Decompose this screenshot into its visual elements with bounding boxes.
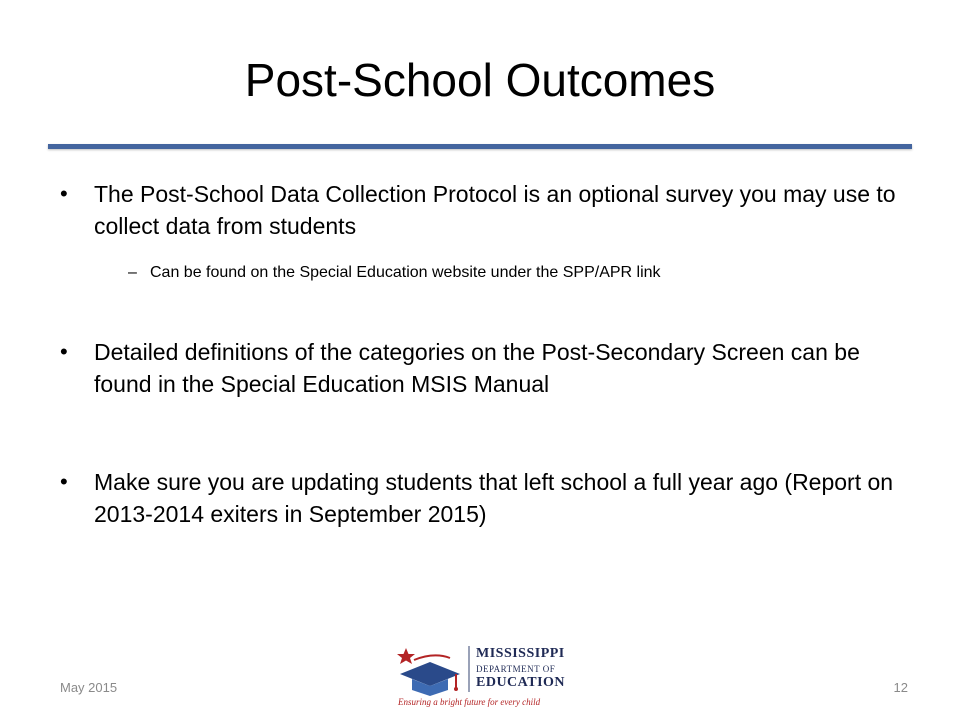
graduation-cap-star-icon xyxy=(394,644,466,698)
bullet-text: Detailed definitions of the categories on the Post-Secondary Screen can be found in the Special Education MSIS Manual xyxy=(94,339,860,397)
logo-divider xyxy=(468,646,470,692)
bullet-glyph: • xyxy=(60,339,68,364)
bullet-text: Make sure you are updating students that left school a full year ago (Report on 2013-2014 exiters in September 2015) xyxy=(94,469,894,527)
logo-line-3: EDUCATION xyxy=(476,675,566,690)
sub-bullet-text: Can be found on the Special Education website under the SPP/APR link xyxy=(150,264,661,281)
slide-title: Post-School Outcomes xyxy=(244,54,716,106)
bullet-glyph: • xyxy=(60,181,68,206)
bullet-text: The Post-School Data Collection Protocol is an optional survey you may use to collect data from students xyxy=(94,181,896,239)
mde-logo xyxy=(392,644,572,714)
logo-line-2: DEPARTMENT OF xyxy=(476,664,556,674)
page-number: 12 xyxy=(893,680,908,695)
logo-line-1: MISSISSIPPI xyxy=(476,646,565,661)
logo-tagline: Ensuring a bright future for every child xyxy=(398,697,541,707)
sub-bullet-glyph: – xyxy=(128,264,137,281)
title-divider xyxy=(48,144,912,149)
footer-date: May 2015 xyxy=(60,680,118,695)
bullet-glyph: • xyxy=(60,469,68,494)
